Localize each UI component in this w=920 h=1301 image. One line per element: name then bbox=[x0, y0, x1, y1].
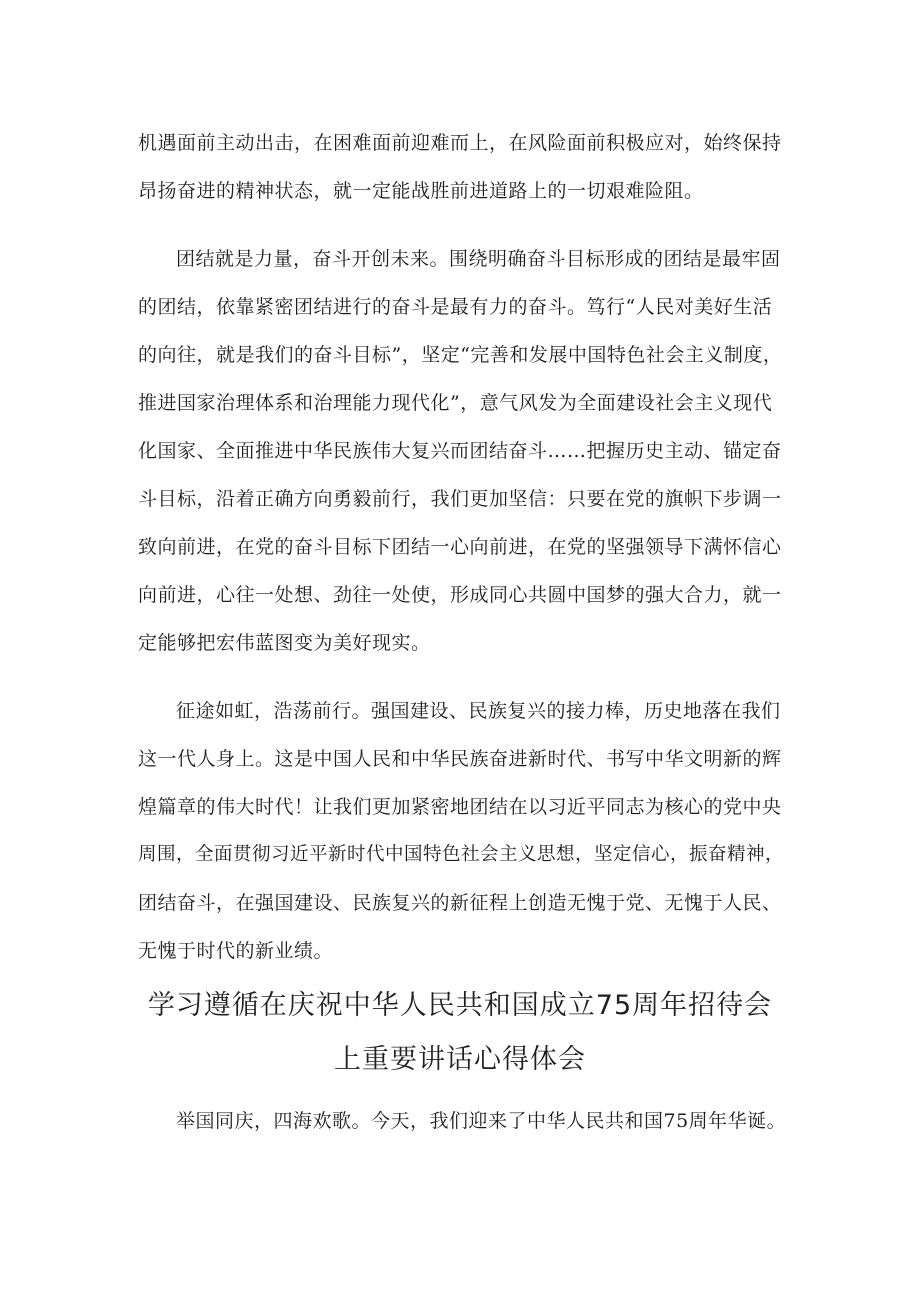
paragraph-2-line-6: 斗目标，沿着正确方向勇毅前行，我们更加坚信：只要在党的旗帜下步调一 bbox=[138, 488, 782, 510]
article-title-line-2: 上重要讲话心得体会 bbox=[334, 1044, 586, 1075]
paragraph-3-line-6: 无愧于时代的新业绩。 bbox=[138, 940, 334, 962]
paragraph-3-line-1: 征途如虹，浩荡前行。强国建设、民族复兴的接力棒，历史地落在我们 bbox=[176, 700, 781, 722]
paragraph-3-line-4: 周围，全面贯彻习近平新时代中国特色社会主义思想，坚定信心，振奋精神， bbox=[138, 844, 785, 865]
paragraph-2-line-8: 向前进，心往一处想、劲往一处使，形成同心共圆中国梦的强大合力，就一 bbox=[138, 584, 782, 606]
paragraph-3-line-2: 这一代人身上。这是中国人民和中华民族奋进新时代、书写中华文明新的辉 bbox=[138, 748, 782, 770]
paragraph-3-line-3: 煌篇章的伟大时代！让我们更加紧密地团结在以习近平同志为核心的党中央 bbox=[138, 796, 782, 818]
article-title-line-1: 学习遵循在庆祝中华人民共和国成立75周年招待会 bbox=[147, 990, 773, 1021]
paragraph-1-line-1: 机遇面前主动出击，在困难面前迎难而上，在风险面前积极应对，始终保持 bbox=[138, 132, 782, 154]
paragraph-2-line-3: 的向往，就是我们的奋斗目标”，坚定“完善和发展中国特色社会主义制度， bbox=[138, 344, 783, 366]
paragraph-2-line-7: 致向前进，在党的奋斗目标下团结一心向前进，在党的坚强领导下满怀信心 bbox=[138, 536, 782, 558]
paragraph-2-line-5: 化国家、全面推进中华民族伟大复兴而团结奋斗……把握历史主动、锚定奋 bbox=[138, 440, 782, 462]
paragraph-2-line-2: 的团结，依靠紧密团结进行的奋斗是最有力的奋斗。笃行“人民对美好生活 bbox=[138, 296, 773, 318]
paragraph-2-line-9: 定能够把宏伟蓝图变为美好现实。 bbox=[138, 632, 431, 654]
paragraph-2-line-1: 团结就是力量，奋斗开创未来。围绕明确奋斗目标形成的团结是最牢固 bbox=[176, 248, 781, 270]
paragraph-1-line-2: 昂扬奋进的精神状态，就一定能战胜前进道路上的一切艰难险阻。 bbox=[138, 180, 704, 202]
paragraph-4-line-1: 举国同庆，四海欢歌。今天，我们迎来了中华人民共和国75周年华诞。 bbox=[176, 1110, 787, 1132]
paragraph-3-line-5: 团结奋斗，在强国建设、民族复兴的新征程上创造无愧于党、无愧于人民、 bbox=[138, 892, 782, 914]
paragraph-2-line-4: 推进国家治理体系和治理能力现代化”，意气风发为全面建设社会主义现代 bbox=[138, 392, 773, 414]
